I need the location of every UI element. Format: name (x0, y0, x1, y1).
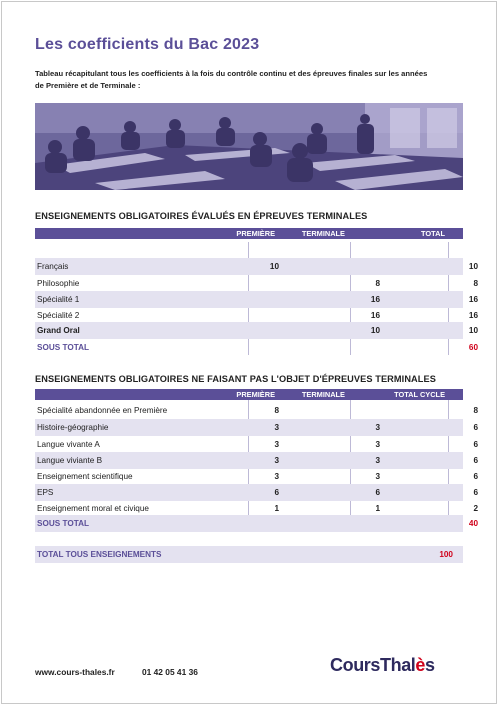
cours-thales-logo (330, 655, 435, 676)
section1-title: ENSEIGNEMENTS OBLIGATOIRES ÉVALUÉS EN ÉPREUVES TERMINALES (35, 211, 368, 221)
cell-premiere: 3 (274, 472, 279, 481)
grand-total-row (35, 546, 463, 563)
logo-text-main: CoursThal (330, 655, 416, 675)
cell-total: 16 (468, 295, 478, 304)
cell-premiere: 3 (274, 440, 279, 449)
section1-header-terminale: TERMINALE (301, 229, 345, 238)
cell-total: 2 (473, 504, 478, 513)
subtotal-value: 60 (468, 343, 478, 352)
subtotal-value: 40 (468, 519, 478, 528)
cell-terminale: 3 (375, 472, 380, 481)
row-label: Spécialité 1 (37, 295, 80, 304)
grand-total-value: 100 (439, 550, 453, 559)
footer-website[interactable]: www.cours-thales.fr (35, 667, 115, 677)
row-label: EPS (37, 488, 54, 497)
table-row (35, 484, 478, 501)
cell-premiere: 10 (269, 262, 279, 271)
section2-header-row (35, 389, 463, 400)
cell-premiere: 6 (274, 488, 279, 497)
cell-premiere: 3 (274, 456, 279, 465)
cell-total: 8 (473, 279, 478, 288)
cell-total: 6 (473, 472, 478, 481)
row-label: Philosophie (37, 279, 80, 288)
table-row (35, 258, 478, 275)
logo-text-end: s (425, 655, 435, 675)
cell-total: 6 (473, 488, 478, 497)
cell-total: 10 (468, 262, 478, 271)
row-label: Spécialité abandonnée en Première (37, 406, 168, 415)
row-label: Enseignement moral et civique (37, 504, 149, 513)
grand-total-label: TOTAL TOUS ENSEIGNEMENTS (37, 550, 162, 559)
cell-terminale: 16 (370, 311, 380, 320)
table-row (35, 291, 478, 308)
row-label: Français (37, 262, 69, 271)
table-row (35, 322, 478, 339)
classroom-illustration (35, 103, 463, 190)
cell-premiere: 8 (274, 406, 279, 415)
cell-premiere: 3 (274, 423, 279, 432)
cell-terminale: 10 (370, 326, 380, 335)
cell-total: 6 (473, 423, 478, 432)
row-label: Enseignement scientifique (37, 472, 133, 481)
section2-title: ENSEIGNEMENTS OBLIGATOIRES NE FAISANT PAS L'OBJET D'ÉPREUVES TERMINALES (35, 374, 436, 384)
footer-phone[interactable]: 01 42 05 41 36 (142, 667, 198, 677)
subtotal-label: SOUS TOTAL (37, 519, 90, 528)
cell-total: 6 (473, 456, 478, 465)
cell-premiere: 1 (274, 504, 279, 513)
cell-terminale: 3 (375, 440, 380, 449)
section1-header-row (35, 228, 463, 239)
cell-terminale: 8 (375, 279, 380, 288)
subtotal-row (35, 515, 478, 532)
row-label: Langue viviante B (37, 456, 103, 465)
section2-header-total: TOTAL CYCLE (394, 390, 445, 399)
section1-header-total: TOTAL (421, 229, 445, 238)
cell-terminale: 6 (375, 488, 380, 497)
cell-total: 6 (473, 440, 478, 449)
table-row (35, 419, 478, 436)
row-label: Spécialité 2 (37, 311, 80, 320)
section2-header-terminale: TERMINALE (301, 390, 345, 399)
page-title: Les coefficients du Bac 2023 (35, 36, 260, 53)
classroom-photo (35, 103, 463, 190)
table-row (35, 436, 478, 453)
row-label: Grand Oral (37, 326, 80, 335)
section1-header-premiere: PREMIÈRE (236, 229, 275, 238)
cell-terminale: 16 (370, 295, 380, 304)
table-row (35, 468, 478, 485)
row-label: Langue vivante A (37, 440, 100, 449)
cell-total: 10 (468, 326, 478, 335)
cell-terminale: 3 (375, 456, 380, 465)
table-row (35, 275, 478, 292)
subtotal-label: SOUS TOTAL (37, 343, 90, 352)
cell-total: 8 (473, 406, 478, 415)
cell-total: 16 (468, 311, 478, 320)
subtotal-row (35, 339, 478, 356)
section2-header-premiere: PREMIÈRE (236, 390, 275, 399)
table-row (35, 402, 478, 419)
cell-terminale: 3 (375, 423, 380, 432)
row-label: Histoire-géographie (37, 423, 109, 432)
intro-text: Tableau récapitulant tous les coefficients à la fois du contrôle continu et des épreuves finales sur les années de Première et de Terminale : (35, 69, 428, 90)
table-row (35, 452, 478, 469)
logo-text-accent: è (415, 655, 426, 675)
cell-terminale: 1 (375, 504, 380, 513)
